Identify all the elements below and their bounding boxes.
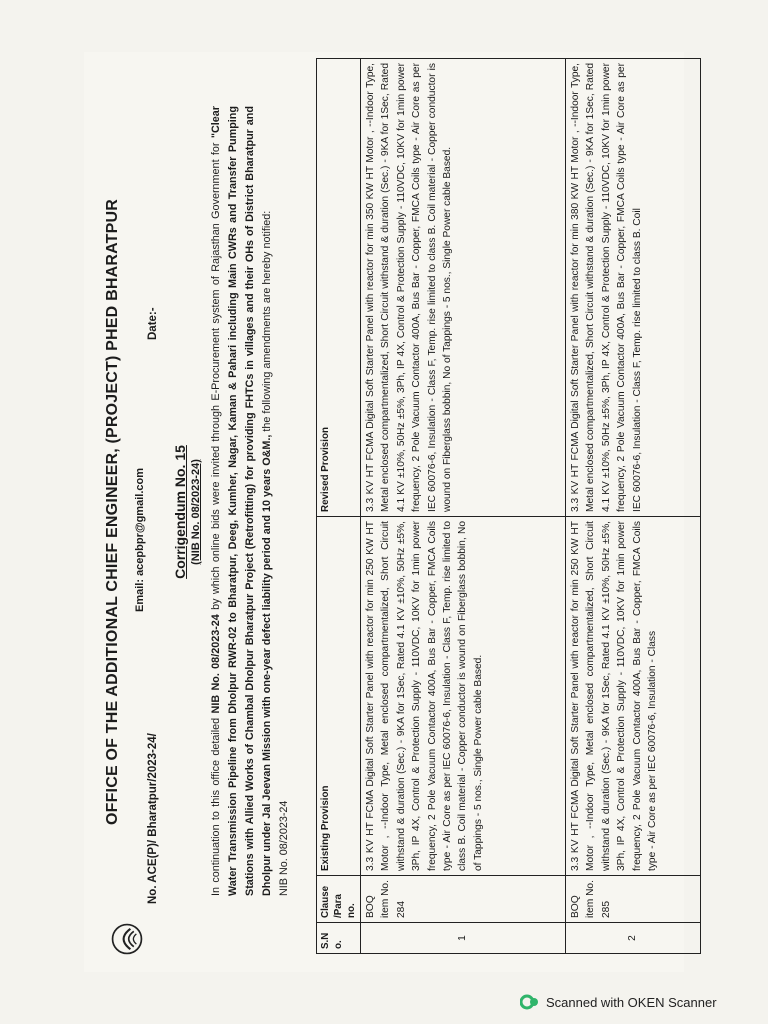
header-existing: Existing Provision [317,517,361,876]
header-sn: S.N o. [317,923,361,954]
scanner-text: Scanned with OKEN Scanner [546,994,717,1010]
row-clause: BOQ item No. 284 [361,876,566,923]
oken-scanner-logo-icon [520,992,540,1012]
row-sn: 1 [361,923,566,954]
row-existing-provision: 3.3 KV HT FCMA Digital Soft Starter Panel with reactor for min 250 KW HT Motor , --Indoor Type, Metal enclosed compartmentalized, Short Circuit withstand & duration (Sec.) - 9KA for 1Sec, Rated 4.1 KV ±10%, 50Hz ±5%, 3Ph, IP 4X, Control & Protection Supply - 110VDC, 10KV for 1min power frequency, 2 Pole Vacuum Contactor 400A, Bus Bar - Copper, FMCA Coils type - Air Core as per IEC 60076-6, Insulation - Class F, Temp. rise limited to class B. Coil material - Copper conductor is wound on Fiberglass bobbin, No of Tappings - 5 nos., Single Power cable Based. [361,517,566,876]
office-title: OFFICE OF THE ADDITIONAL CHIEF ENGINEER, (PROJECT) PHED BHARATPUR [104,198,121,826]
row-revised-provision: 3.3 KV HT FCMA Digital Soft Starter Panel with reactor for min 380 KW HT Motor , --Indoor Type, Metal enclosed compartmentalized, Short Circuit withstand & duration (Sec.) - 9KA for 1Sec, Rated 4.1 KV ±10%, 50Hz ±5%, 3Ph, IP 4X, Control & Protection Supply - 110VDC, 10KV for 1min power frequency, 2 Pole Vacuum Contactor 400A, Bus Bar - Copper, FMCA Coils type - Air Core as per IEC 60076-6, Insulation - Class F, Temp. rise limited to class B. Coil [566,59,701,517]
reference-number: No. ACE(P)/ Bharatpur/2023-24/ [147,733,159,904]
row-clause: BOQ item No. 285 [566,876,701,923]
intro-nib-bold: NIB No. 08/2023-24 [210,614,222,714]
header-clause: Clause /Para no. [317,876,361,923]
corrigendum-title: Corrigendum No. 15 [172,445,188,579]
table-row [361,59,566,954]
rotated-document-page [84,52,684,972]
date-label: Date:- [147,307,159,340]
intro-text-1: In continuation to this office detailed [210,713,222,896]
phed-logo-icon [110,922,144,956]
table-header-row [317,59,361,954]
intro-work-name-bold: "Clear Water Transmission Pipeline from Dholpur RWR-02 to Bharatpur, Deeg, Kumher, Nagar, Kaman & Pahari including Main CWRs and Transfer Pumping Stations with Allied Works of Chambal Dholpur Bharatpur Project (Retrofitting) for providing FHTCs in villages and their OHs of District Bharatpur and Dholpur under Jal Jeevan Mission with one-year defect liability period and 10 years O&M., [210,106,273,896]
row-revised-provision: 3.3 KV HT FCMA Digital Soft Starter Panel with reactor for min 350 KW HT Motor , --Indoor Type, Metal enclosed compartmentalized, Short Circuit withstand & duration (Sec.) - 9KA for 1Sec, Rated 4.1 KV ±10%, 50Hz ±5%, 3Ph, IP 4X, Control & Protection Supply - 110VDC, 10KV for 1min power frequency, 2 Pole Vacuum Contactor 400A, Bus Bar - Copper, FMCA Coils type - Air Core as per IEC 60076-6, Insulation - Class F, Temp. rise limited to class B. Coil material - Copper conductor is wound on Fiberglass bobbin, No of Tappings - 5 nos., Single Power cable Based. [361,59,566,517]
header-revised: Revised Provision [317,59,361,517]
intro-text-2: by which online bids were invited through E-Procurement system of Rajasthan Government for [210,138,222,615]
corrigendum-nib: (NIB No. 08/2023-24) [190,459,202,565]
intro-text-3: the following amendments are hereby notified: [261,210,273,435]
amendment-table [316,58,701,954]
row-existing-provision: 3.3 KV HT FCMA Digital Soft Starter Panel with reactor for min 250 KW HT Motor , --Indoor Type, Metal enclosed compartmentalized, Short Circuit withstand & duration (Sec.) - 9KA for 1Sec, Rated 4.1 KV ±10%, 50Hz ±5%, 3Ph, IP 4X, Control & Protection Supply - 110VDC, 10KV for 1min power frequency, 2 Pole Vacuum Contactor 400A, Bus Bar - Copper, FMCA Coils type - Air Core as per IEC 60076-6, Insulation - Class [566,517,701,876]
office-email: Email: acepbpr@gmail.com [134,468,146,612]
table-row [566,59,701,954]
row-sn: 2 [566,923,701,954]
intro-nib-line: NIB No. 08/2023-24 [278,800,290,896]
scanner-watermark [520,992,717,1012]
intro-paragraph [208,106,293,896]
